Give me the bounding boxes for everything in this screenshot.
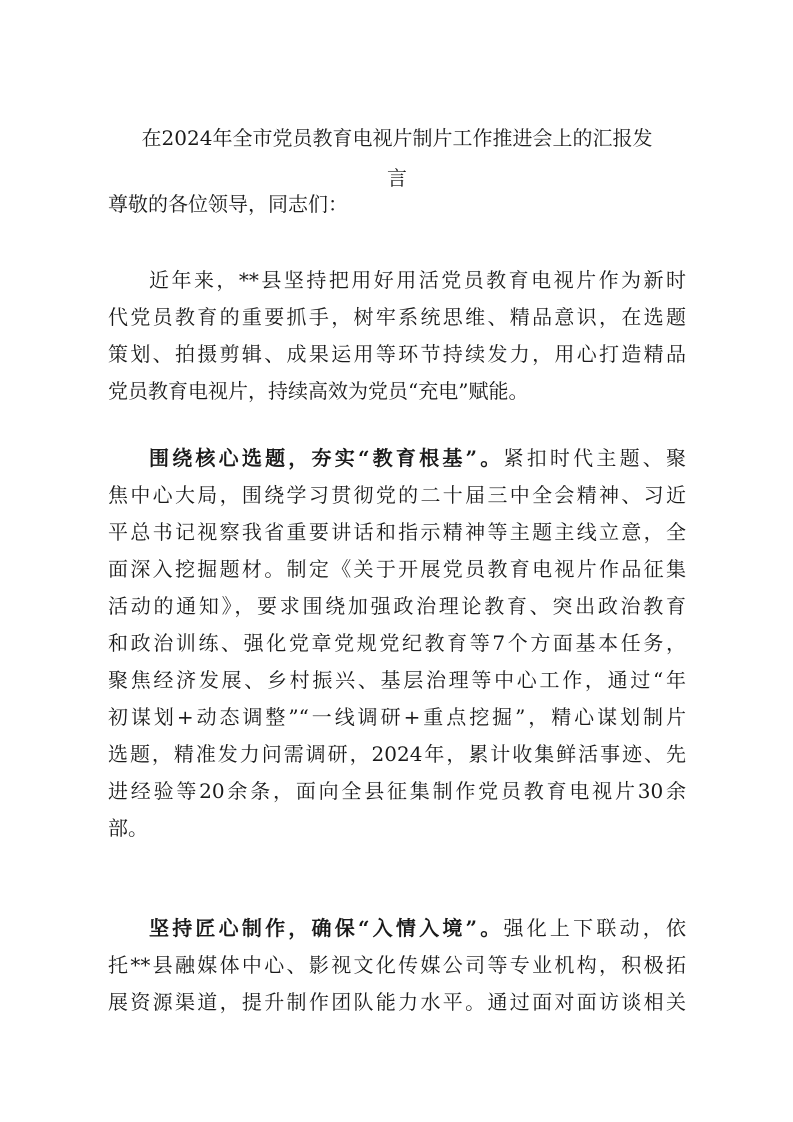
paragraph-lead-heading: 围绕核心选题，夯实“教育根基”。 bbox=[149, 446, 504, 470]
paragraph-line: 部。 bbox=[108, 816, 148, 840]
paragraph-line: 聚焦经济发展、乡村振兴、基层治理等中心工作，通过“年 bbox=[108, 668, 686, 692]
paragraph-line: 和政治训练、强化党章党规党纪教育等7个方面基本任务， bbox=[108, 631, 686, 655]
document-title bbox=[108, 118, 686, 198]
paragraph-line: 焦中心大局，围绕学习贯彻党的二十届三中全会精神、习近 bbox=[108, 483, 686, 507]
paragraph-first-line bbox=[108, 440, 686, 477]
paragraph-line: 党员教育电视片，持续高效为党员“充电”赋能。 bbox=[108, 379, 529, 403]
paragraph-core-topics bbox=[108, 440, 686, 847]
paragraph-line: 代党员教育的重要抓手，树牢系统思维、精品意识，在选题 bbox=[108, 305, 686, 329]
paragraph-intro bbox=[108, 262, 686, 410]
salutation: 尊敬的各位领导，同志们： bbox=[108, 192, 348, 216]
paragraph-line: 托**县融媒体中心、影视文化传媒公司等专业机构，积极拓 bbox=[108, 953, 686, 977]
paragraph-craft-production bbox=[108, 910, 686, 1021]
paragraph-line: 选题，精准发力问需调研，2024年，累计收集鲜活事迹、先 bbox=[108, 742, 686, 766]
title-line-1: 在2024年全市党员教育电视片制片工作推进会上的汇报发 bbox=[141, 126, 653, 150]
paragraph-line: 强化上下联动，依 bbox=[503, 916, 687, 940]
paragraph-line: 面深入挖掘题材。制定《关于开展党员教育电视片作品征集 bbox=[108, 557, 686, 581]
paragraph-line: 策划、拍摄剪辑、成果运用等环节持续发力，用心打造精品 bbox=[108, 342, 686, 366]
paragraph-lead-heading: 坚持匠心制作，确保“入情入境”。 bbox=[149, 916, 504, 940]
paragraph-line: 近年来，**县坚持把用好用活党员教育电视片作为新时 bbox=[149, 268, 686, 292]
paragraph-line: 进经验等20余条，面向全县征集制作党员教育电视片30余 bbox=[108, 779, 686, 803]
paragraph-line: 初谋划+动态调整”“一线调研+重点挖掘”，精心谋划制片 bbox=[108, 705, 686, 729]
paragraph-first-line bbox=[108, 910, 686, 947]
paragraph-line: 展资源渠道，提升制作团队能力水平。通过面对面访谈相关 bbox=[108, 990, 686, 1014]
paragraph-line: 紧扣时代主题、聚 bbox=[503, 446, 687, 470]
paragraph-line: 平总书记视察我省重要讲话和指示精神等主题主线立意，全 bbox=[108, 520, 686, 544]
title-line-2: 言 bbox=[387, 166, 407, 190]
paragraph-line: 活动的通知》，要求围绕加强政治理论教育、突出政治教育 bbox=[108, 594, 686, 618]
